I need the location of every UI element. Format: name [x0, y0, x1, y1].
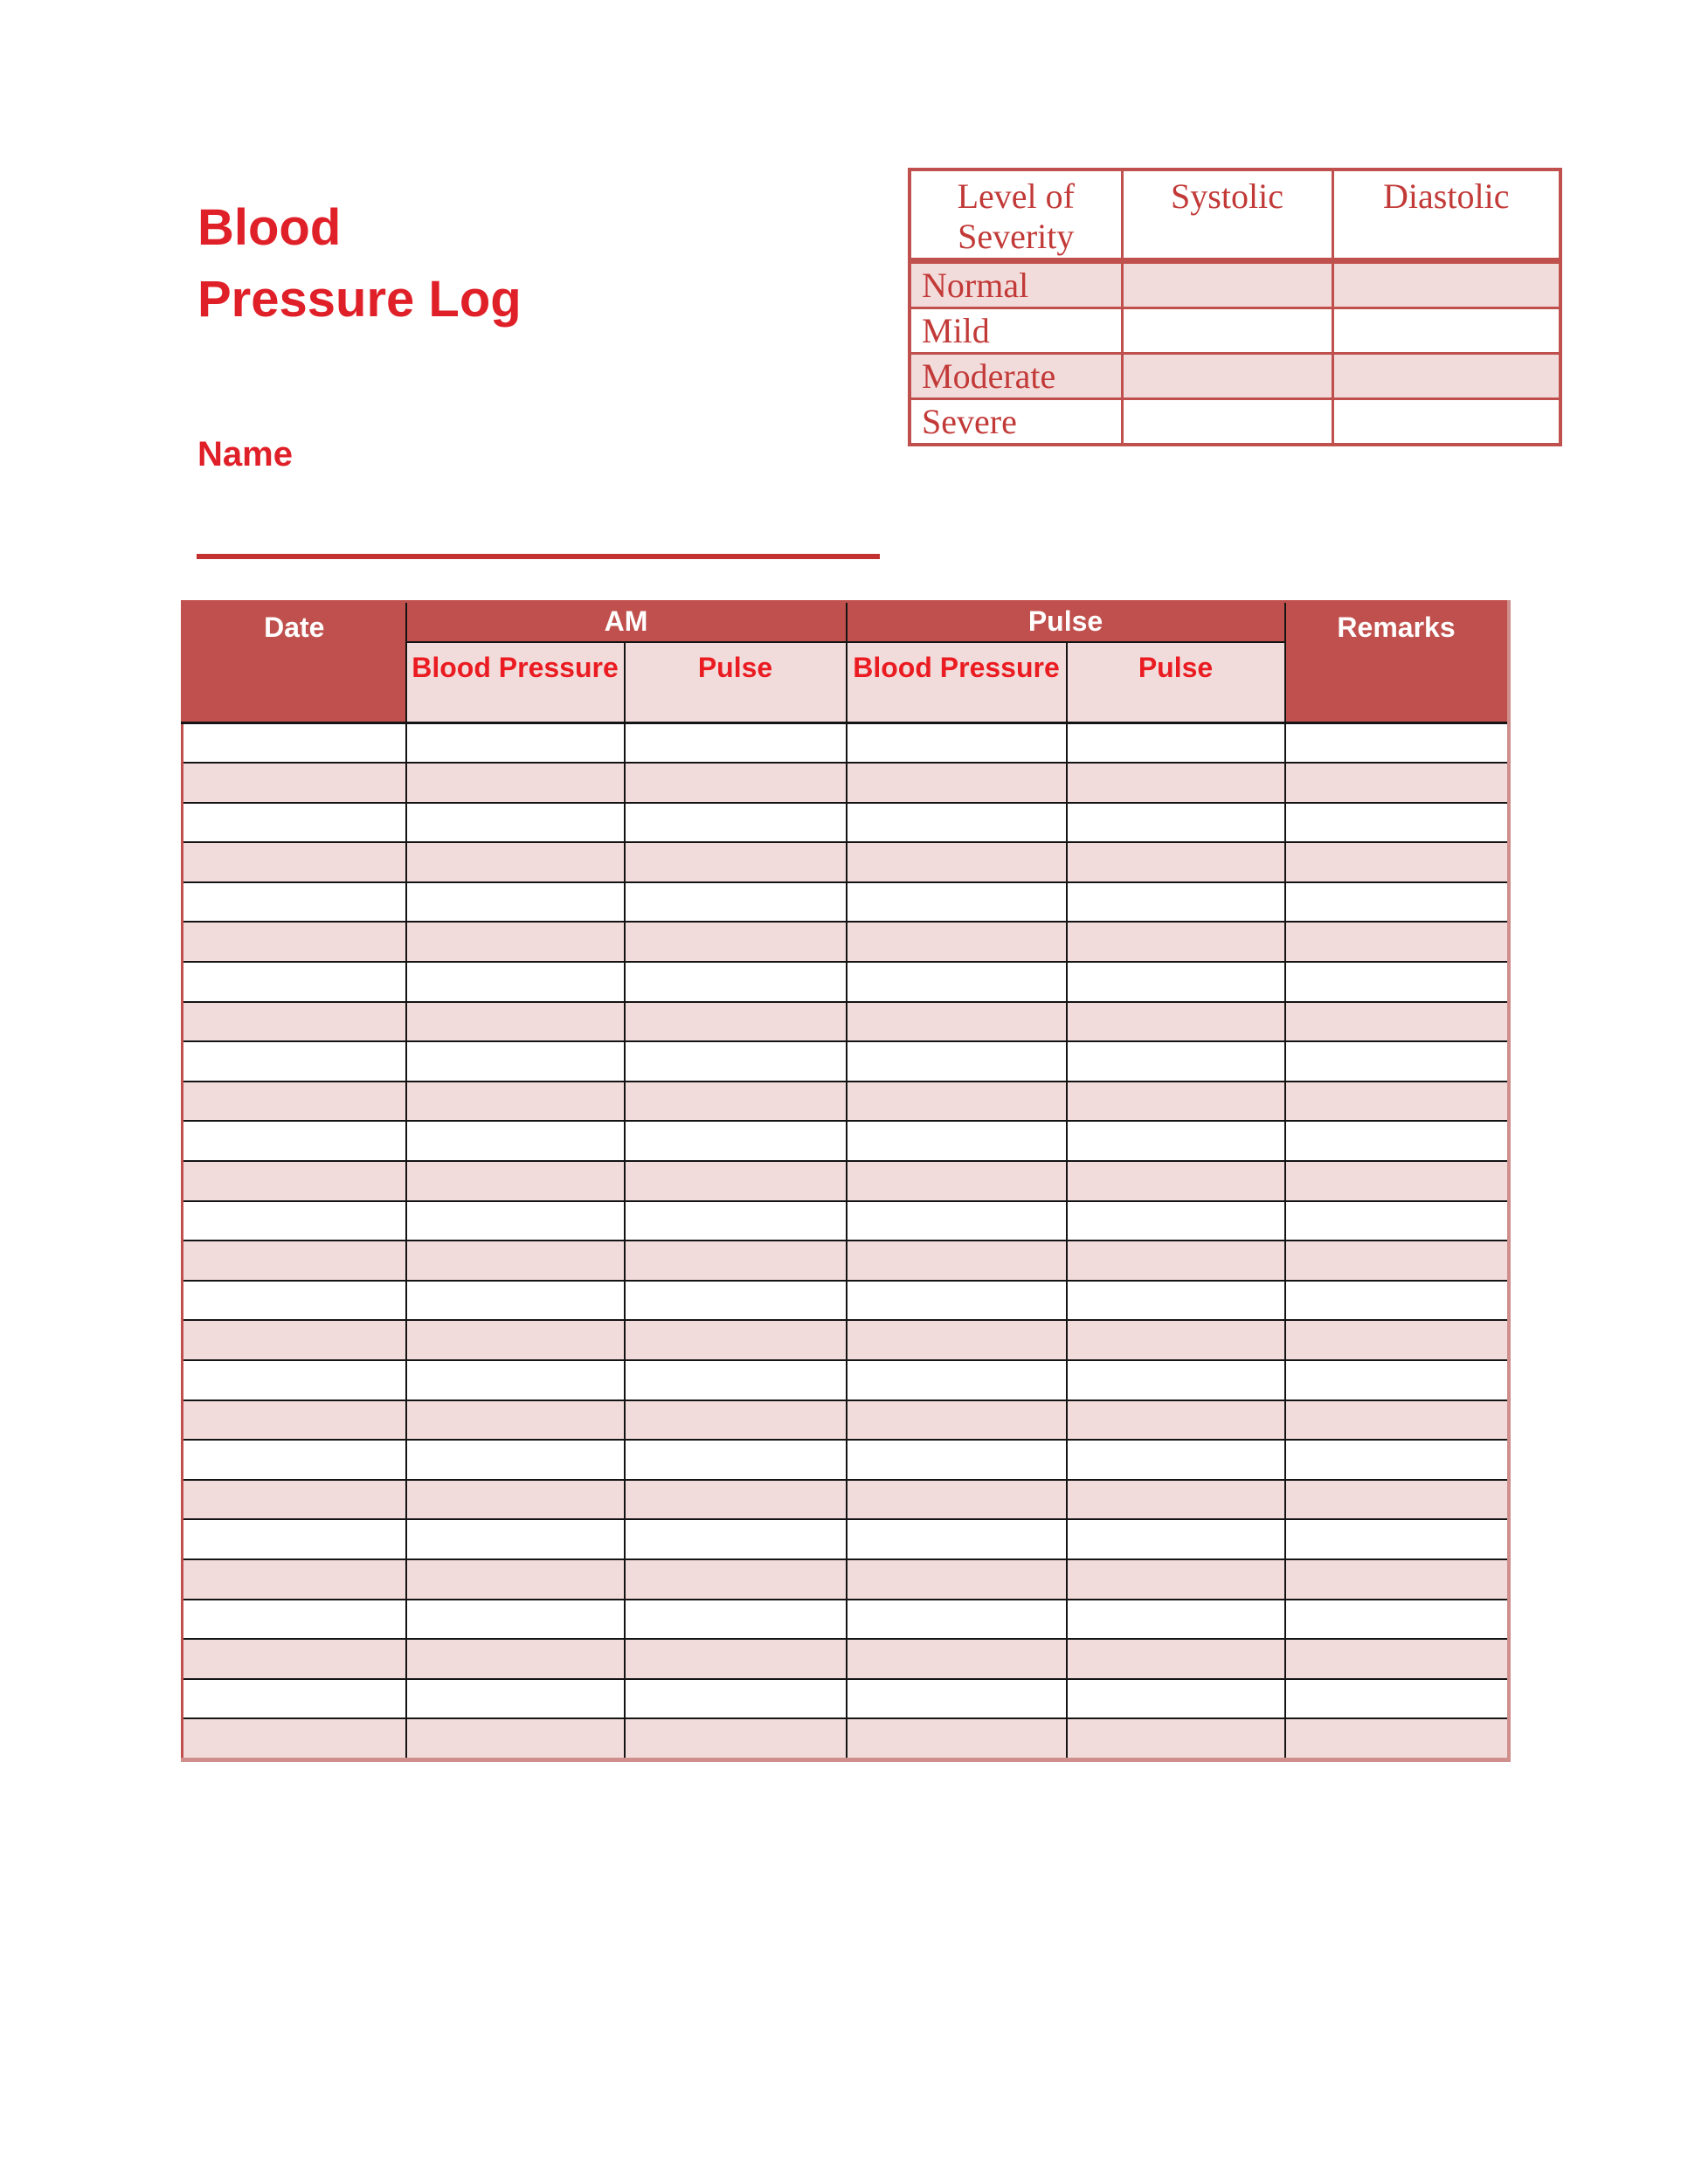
am-pulse-cell[interactable]: [625, 882, 847, 923]
pm-blood-pressure-cell[interactable]: [847, 1041, 1067, 1082]
am-pulse-cell[interactable]: [625, 1161, 847, 1201]
severity-row: [910, 354, 1560, 399]
remarks-cell[interactable]: [1285, 962, 1509, 1002]
pm-blood-pressure-cell[interactable]: [847, 722, 1067, 763]
am-blood-pressure-cell[interactable]: [406, 882, 625, 923]
am-pulse-cell[interactable]: [625, 1281, 847, 1321]
am-blood-pressure-cell[interactable]: [406, 1320, 625, 1360]
pm-pulse-cell[interactable]: [1067, 1082, 1285, 1122]
remarks-cell[interactable]: [1285, 1161, 1509, 1201]
date-cell[interactable]: [183, 882, 406, 923]
pm-pulse-cell[interactable]: [1067, 1201, 1285, 1241]
remarks-cell[interactable]: [1285, 803, 1509, 843]
date-cell[interactable]: [183, 1082, 406, 1122]
pm-blood-pressure-cell[interactable]: [847, 1679, 1067, 1719]
date-cell[interactable]: [183, 842, 406, 882]
pm-pulse-cell[interactable]: [1067, 842, 1285, 882]
am-pulse-cell[interactable]: [625, 1559, 847, 1600]
date-cell[interactable]: [183, 1400, 406, 1441]
remarks-cell[interactable]: [1285, 1718, 1509, 1759]
am-pulse-cell[interactable]: [625, 1400, 847, 1441]
date-cell[interactable]: [183, 803, 406, 843]
remarks-column-header: Remarks: [1285, 602, 1509, 723]
remarks-cell[interactable]: [1285, 1281, 1509, 1321]
page-title: [197, 192, 522, 335]
pm-blood-pressure-cell[interactable]: [847, 1320, 1067, 1360]
pm-pulse-cell[interactable]: [1067, 1519, 1285, 1559]
severity-systolic-cell[interactable]: [1122, 261, 1332, 308]
am-pulse-cell[interactable]: [625, 962, 847, 1002]
pm-blood-pressure-cell[interactable]: [847, 763, 1067, 803]
pm-pulse-cell[interactable]: [1067, 1639, 1285, 1679]
remarks-cell[interactable]: [1285, 1440, 1509, 1480]
date-cell[interactable]: [183, 1201, 406, 1241]
pm-blood-pressure-cell[interactable]: [847, 1360, 1067, 1400]
severity-level-cell: Mild: [910, 308, 1122, 354]
bp-log-table: [181, 600, 1511, 1762]
date-cell[interactable]: [183, 1002, 406, 1042]
pm-pulse-cell[interactable]: [1067, 1161, 1285, 1201]
log-row: [183, 1281, 1509, 1321]
log-row: [183, 803, 1509, 843]
log-row: [183, 1041, 1509, 1082]
log-row: [183, 1440, 1509, 1480]
am-blood-pressure-cell[interactable]: [406, 1519, 625, 1559]
severity-header-level: Level of Severity: [910, 169, 1122, 261]
remarks-cell[interactable]: [1285, 1480, 1509, 1520]
am-blood-pressure-cell[interactable]: [406, 722, 625, 763]
date-cell[interactable]: [183, 1241, 406, 1281]
remarks-cell[interactable]: [1285, 882, 1509, 923]
am-blood-pressure-cell[interactable]: [406, 1082, 625, 1122]
pm-pulse-cell[interactable]: [1067, 922, 1285, 962]
am-blood-pressure-cell[interactable]: [406, 1360, 625, 1400]
remarks-cell[interactable]: [1285, 1002, 1509, 1042]
log-row: [183, 1360, 1509, 1400]
remarks-cell[interactable]: [1285, 1639, 1509, 1679]
date-cell[interactable]: [183, 1440, 406, 1480]
pm-blood-pressure-cell[interactable]: [847, 1480, 1067, 1520]
log-row: [183, 763, 1509, 803]
date-cell[interactable]: [183, 1121, 406, 1161]
date-cell[interactable]: [183, 1360, 406, 1400]
severity-header-diastolic: Diastolic: [1332, 169, 1560, 261]
am-blood-pressure-cell[interactable]: [406, 1041, 625, 1082]
pm-pulse-cell[interactable]: [1067, 1400, 1285, 1441]
remarks-cell[interactable]: [1285, 1559, 1509, 1600]
pm-blood-pressure-cell[interactable]: [847, 1161, 1067, 1201]
severity-systolic-cell[interactable]: [1122, 399, 1332, 446]
pm-pulse-cell[interactable]: [1067, 882, 1285, 923]
date-cell[interactable]: [183, 1161, 406, 1201]
pm-pulse-cell[interactable]: [1067, 1320, 1285, 1360]
log-row: [183, 882, 1509, 923]
date-cell[interactable]: [183, 1281, 406, 1321]
pm-blood-pressure-cell[interactable]: [847, 1519, 1067, 1559]
pm-pulse-cell[interactable]: [1067, 1440, 1285, 1480]
am-pulse-cell[interactable]: [625, 763, 847, 803]
pm-blood-pressure-cell[interactable]: [847, 962, 1067, 1002]
date-cell[interactable]: [183, 1639, 406, 1679]
severity-systolic-cell[interactable]: [1122, 308, 1332, 354]
am-blood-pressure-cell[interactable]: [406, 1480, 625, 1520]
am-blood-pressure-cell[interactable]: [406, 922, 625, 962]
am-pulse-cell[interactable]: [625, 1360, 847, 1400]
severity-row: [910, 399, 1560, 446]
severity-header-row: [910, 169, 1560, 261]
pm-blood-pressure-cell[interactable]: [847, 1281, 1067, 1321]
pm-blood-pressure-cell[interactable]: [847, 882, 1067, 923]
pm-pulse-cell[interactable]: [1067, 1600, 1285, 1640]
pm-pulse-cell[interactable]: [1067, 1718, 1285, 1759]
log-row: [183, 1718, 1509, 1759]
log-row: [183, 1241, 1509, 1281]
severity-level-cell: Severe: [910, 399, 1122, 446]
name-label: Name: [197, 435, 293, 473]
remarks-cell[interactable]: [1285, 722, 1509, 763]
am-blood-pressure-cell[interactable]: [406, 1639, 625, 1679]
remarks-cell[interactable]: [1285, 842, 1509, 882]
pm-blood-pressure-cell[interactable]: [847, 1600, 1067, 1640]
am-pulse-cell[interactable]: [625, 1241, 847, 1281]
am-blood-pressure-cell[interactable]: [406, 803, 625, 843]
am-pulse-cell[interactable]: [625, 1041, 847, 1082]
am-pulse-cell[interactable]: [625, 722, 847, 763]
remarks-cell[interactable]: [1285, 1121, 1509, 1161]
date-cell[interactable]: [183, 1559, 406, 1600]
severity-diastolic-cell[interactable]: [1332, 399, 1560, 446]
pm-blood-pressure-cell[interactable]: [847, 1002, 1067, 1042]
date-cell[interactable]: [183, 1480, 406, 1520]
am-pulse-cell[interactable]: [625, 922, 847, 962]
date-cell[interactable]: [183, 722, 406, 763]
date-cell[interactable]: [183, 922, 406, 962]
pm-blood-pressure-cell[interactable]: [847, 1082, 1067, 1122]
severity-row: [910, 308, 1560, 354]
log-row: [183, 1002, 1509, 1042]
remarks-cell[interactable]: [1285, 1241, 1509, 1281]
am-pulse-cell[interactable]: [625, 1002, 847, 1042]
log-row: [183, 1201, 1509, 1241]
pm-pulse-cell[interactable]: [1067, 763, 1285, 803]
pm-pulse-cell[interactable]: [1067, 1679, 1285, 1719]
pm-pulse-cell[interactable]: [1067, 803, 1285, 843]
am-pulse-cell[interactable]: [625, 842, 847, 882]
am-blood-pressure-cell[interactable]: [406, 763, 625, 803]
am-pulse-cell[interactable]: [625, 1679, 847, 1719]
log-row: [183, 1559, 1509, 1600]
pm-pulse-cell[interactable]: [1067, 1281, 1285, 1321]
pm-pulse-cell[interactable]: [1067, 1360, 1285, 1400]
am-blood-pressure-cell[interactable]: [406, 1121, 625, 1161]
log-row: [183, 1600, 1509, 1640]
pm-pulse-cell[interactable]: [1067, 1002, 1285, 1042]
pm-pulse-cell[interactable]: [1067, 722, 1285, 763]
am-group-header: AM: [406, 602, 847, 642]
remarks-cell[interactable]: [1285, 1320, 1509, 1360]
log-row: [183, 1480, 1509, 1520]
date-cell[interactable]: [183, 1679, 406, 1719]
page-title-line2: Pressure Log: [197, 271, 522, 328]
date-column-header: Date: [183, 602, 406, 723]
pm-blood-pressure-cell[interactable]: [847, 1201, 1067, 1241]
severity-systolic-cell[interactable]: [1122, 354, 1332, 399]
pm-pulse-cell[interactable]: [1067, 1121, 1285, 1161]
am-pulse-cell[interactable]: [625, 1121, 847, 1161]
am-pulse-cell[interactable]: [625, 803, 847, 843]
pm-blood-pressure-cell[interactable]: [847, 1121, 1067, 1161]
log-row: [183, 1161, 1509, 1201]
severity-row: [910, 261, 1560, 308]
am-blood-pressure-cell[interactable]: [406, 1281, 625, 1321]
am-blood-pressure-cell[interactable]: [406, 1002, 625, 1042]
log-row: [183, 1121, 1509, 1161]
severity-table: [908, 168, 1562, 446]
severity-level-cell: Normal: [910, 261, 1122, 308]
severity-diastolic-cell[interactable]: [1332, 354, 1560, 399]
pm-pulse-cell[interactable]: [1067, 1041, 1285, 1082]
log-row: [183, 1400, 1509, 1441]
log-row: [183, 842, 1509, 882]
pm-pulse-subheader: Pulse: [1067, 642, 1285, 723]
am-blood-pressure-cell[interactable]: [406, 1600, 625, 1640]
log-row: [183, 922, 1509, 962]
am-blood-pressure-cell[interactable]: [406, 1201, 625, 1241]
severity-header-systolic: Systolic: [1122, 169, 1332, 261]
pm-pulse-cell[interactable]: [1067, 962, 1285, 1002]
am-blood-pressure-cell[interactable]: [406, 1161, 625, 1201]
log-row: [183, 1082, 1509, 1122]
am-blood-pressure-cell[interactable]: [406, 1440, 625, 1480]
am-blood-pressure-cell[interactable]: [406, 1679, 625, 1719]
pm-blood-pressure-cell[interactable]: [847, 1241, 1067, 1281]
log-row: [183, 1519, 1509, 1559]
log-group-header-row: [183, 602, 1509, 642]
log-row: [183, 962, 1509, 1002]
remarks-cell[interactable]: [1285, 1360, 1509, 1400]
am-pulse-subheader: Pulse: [625, 642, 847, 723]
pm-blood-pressure-subheader: Blood Pressure: [847, 642, 1067, 723]
name-underline[interactable]: [197, 554, 880, 559]
pm-blood-pressure-cell[interactable]: [847, 1559, 1067, 1600]
pm-group-header: Pulse: [847, 602, 1285, 642]
am-pulse-cell[interactable]: [625, 1201, 847, 1241]
am-pulse-cell[interactable]: [625, 1639, 847, 1679]
log-row: [183, 1679, 1509, 1719]
am-blood-pressure-cell[interactable]: [406, 1718, 625, 1759]
pm-blood-pressure-cell[interactable]: [847, 1639, 1067, 1679]
pm-blood-pressure-cell[interactable]: [847, 842, 1067, 882]
am-pulse-cell[interactable]: [625, 1440, 847, 1480]
pm-blood-pressure-cell[interactable]: [847, 1400, 1067, 1441]
remarks-cell[interactable]: [1285, 1600, 1509, 1640]
pm-pulse-cell[interactable]: [1067, 1241, 1285, 1281]
severity-diastolic-cell[interactable]: [1332, 308, 1560, 354]
severity-diastolic-cell[interactable]: [1332, 261, 1560, 308]
remarks-cell[interactable]: [1285, 1201, 1509, 1241]
date-cell[interactable]: [183, 1718, 406, 1759]
date-cell[interactable]: [183, 1041, 406, 1082]
pm-blood-pressure-cell[interactable]: [847, 1440, 1067, 1480]
am-pulse-cell[interactable]: [625, 1718, 847, 1759]
pm-blood-pressure-cell[interactable]: [847, 803, 1067, 843]
remarks-cell[interactable]: [1285, 1041, 1509, 1082]
am-pulse-cell[interactable]: [625, 1480, 847, 1520]
date-cell[interactable]: [183, 1320, 406, 1360]
am-pulse-cell[interactable]: [625, 1519, 847, 1559]
am-blood-pressure-cell[interactable]: [406, 842, 625, 882]
am-blood-pressure-cell[interactable]: [406, 1241, 625, 1281]
am-blood-pressure-cell[interactable]: [406, 1400, 625, 1441]
remarks-cell[interactable]: [1285, 1400, 1509, 1441]
am-blood-pressure-subheader: Blood Pressure: [406, 642, 625, 723]
pm-blood-pressure-cell[interactable]: [847, 1718, 1067, 1759]
date-cell[interactable]: [183, 1600, 406, 1640]
remarks-cell[interactable]: [1285, 1082, 1509, 1122]
severity-level-cell: Moderate: [910, 354, 1122, 399]
am-pulse-cell[interactable]: [625, 1320, 847, 1360]
remarks-cell[interactable]: [1285, 763, 1509, 803]
pm-blood-pressure-cell[interactable]: [847, 922, 1067, 962]
log-row: [183, 1639, 1509, 1679]
am-blood-pressure-cell[interactable]: [406, 962, 625, 1002]
date-cell[interactable]: [183, 1519, 406, 1559]
page-title-line1: Blood: [197, 199, 342, 256]
am-pulse-cell[interactable]: [625, 1082, 847, 1122]
log-row: [183, 1320, 1509, 1360]
date-cell[interactable]: [183, 962, 406, 1002]
date-cell[interactable]: [183, 763, 406, 803]
am-blood-pressure-cell[interactable]: [406, 1559, 625, 1600]
pm-pulse-cell[interactable]: [1067, 1559, 1285, 1600]
remarks-cell[interactable]: [1285, 1519, 1509, 1559]
pm-pulse-cell[interactable]: [1067, 1480, 1285, 1520]
log-row: [183, 722, 1509, 763]
remarks-cell[interactable]: [1285, 1679, 1509, 1719]
remarks-cell[interactable]: [1285, 922, 1509, 962]
am-pulse-cell[interactable]: [625, 1600, 847, 1640]
